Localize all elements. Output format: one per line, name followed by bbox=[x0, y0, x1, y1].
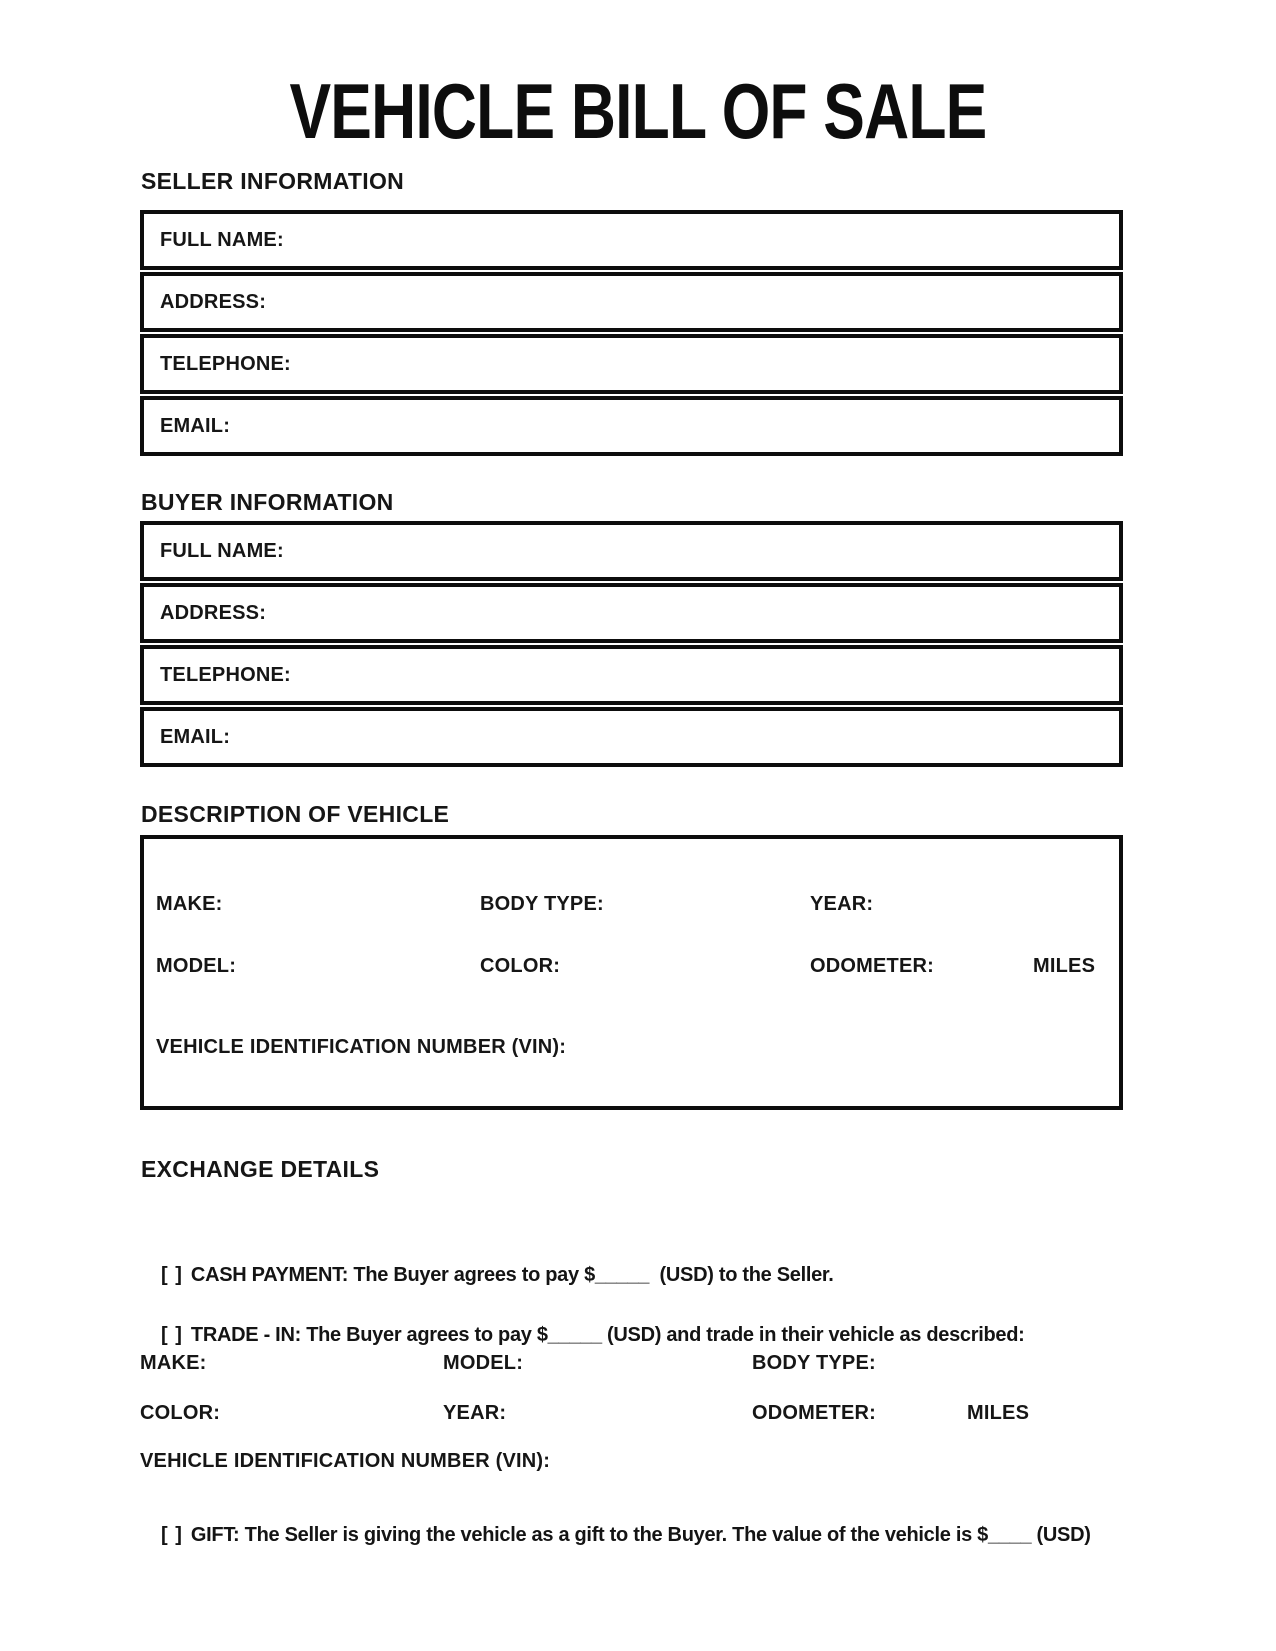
buyer-address-label: ADDRESS: bbox=[160, 601, 267, 624]
trade-in-text: TRADE - IN: The Buyer agrees to pay $_____ (USD) and trade in their vehicle as described: bbox=[190, 1324, 1025, 1346]
vehicle-body-type-label: BODY TYPE: bbox=[480, 893, 604, 915]
trade-year-label: YEAR: bbox=[443, 1402, 507, 1424]
trade-body-type-label: BODY TYPE: bbox=[752, 1352, 876, 1374]
gift-text: GIFT: The Seller is giving the vehicle as a gift to the Buyer. The value of the vehicle is $____ (USD) bbox=[190, 1524, 1091, 1546]
cash-payment-option bbox=[140, 1241, 1250, 1310]
buyer-address-input[interactable] bbox=[266, 587, 1119, 639]
buyer-full-name-field[interactable] bbox=[140, 521, 1123, 581]
buyer-section-heading: BUYER INFORMATION bbox=[141, 489, 394, 515]
trade-model-label: MODEL: bbox=[443, 1352, 524, 1374]
vehicle-model-label: MODEL: bbox=[156, 955, 237, 977]
buyer-email-input[interactable] bbox=[230, 711, 1119, 763]
page-title: VEHICLE BILL OF SALE bbox=[289, 67, 987, 155]
seller-section-heading: SELLER INFORMATION bbox=[141, 168, 405, 194]
buyer-email-label: EMAIL: bbox=[160, 725, 231, 748]
seller-telephone-input[interactable] bbox=[291, 338, 1119, 390]
seller-full-name-input[interactable] bbox=[284, 214, 1119, 266]
trade-vehicle-row-2 bbox=[140, 1402, 1150, 1430]
vehicle-miles-label: MILES bbox=[1033, 955, 1096, 977]
seller-address-field[interactable] bbox=[140, 272, 1123, 332]
buyer-telephone-field[interactable] bbox=[140, 645, 1123, 705]
vehicle-year-label: YEAR: bbox=[810, 893, 874, 915]
seller-email-label: EMAIL: bbox=[160, 414, 231, 437]
trade-odometer-label: ODOMETER: bbox=[752, 1402, 877, 1424]
seller-full-name-field[interactable] bbox=[140, 210, 1123, 270]
vehicle-odometer-label: ODOMETER: bbox=[810, 955, 935, 977]
seller-address-input[interactable] bbox=[266, 276, 1119, 328]
buyer-email-field[interactable] bbox=[140, 707, 1123, 767]
buyer-telephone-input[interactable] bbox=[291, 649, 1119, 701]
trade-vehicle-vin-row bbox=[140, 1450, 1150, 1478]
seller-address-label: ADDRESS: bbox=[160, 290, 267, 313]
cash-payment-checkbox[interactable]: [ ] bbox=[161, 1264, 183, 1286]
exchange-section-heading: EXCHANGE DETAILS bbox=[141, 1156, 380, 1182]
gift-checkbox[interactable]: [ ] bbox=[161, 1524, 183, 1546]
buyer-full-name-input[interactable] bbox=[284, 525, 1119, 577]
trade-vehicle-row-1 bbox=[140, 1352, 1150, 1380]
buyer-telephone-label: TELEPHONE: bbox=[160, 663, 291, 686]
seller-info-box bbox=[140, 210, 1123, 456]
cash-payment-text: CASH PAYMENT: The Buyer agrees to pay $_____ (USD) to the Seller. bbox=[190, 1264, 834, 1286]
vehicle-make-label: MAKE: bbox=[156, 893, 223, 915]
vehicle-section-heading: DESCRIPTION OF VEHICLE bbox=[141, 801, 450, 827]
vehicle-color-label: COLOR: bbox=[480, 955, 561, 977]
buyer-address-field[interactable] bbox=[140, 583, 1123, 643]
seller-telephone-label: TELEPHONE: bbox=[160, 352, 291, 375]
trade-color-label: COLOR: bbox=[140, 1402, 221, 1424]
gift-option bbox=[140, 1501, 1250, 1570]
seller-full-name-label: FULL NAME: bbox=[160, 228, 284, 251]
buyer-info-box bbox=[140, 521, 1123, 767]
trade-miles-label: MILES bbox=[967, 1402, 1030, 1424]
buyer-full-name-label: FULL NAME: bbox=[160, 539, 284, 562]
seller-email-input[interactable] bbox=[230, 400, 1119, 452]
seller-email-field[interactable] bbox=[140, 396, 1123, 456]
vehicle-description-box[interactable] bbox=[140, 835, 1123, 1110]
seller-telephone-field[interactable] bbox=[140, 334, 1123, 394]
trade-in-checkbox[interactable]: [ ] bbox=[161, 1324, 183, 1346]
vehicle-vin-label: VEHICLE IDENTIFICATION NUMBER (VIN): bbox=[156, 1036, 567, 1058]
trade-make-label: MAKE: bbox=[140, 1352, 207, 1374]
trade-vin-label: VEHICLE IDENTIFICATION NUMBER (VIN): bbox=[140, 1450, 551, 1472]
